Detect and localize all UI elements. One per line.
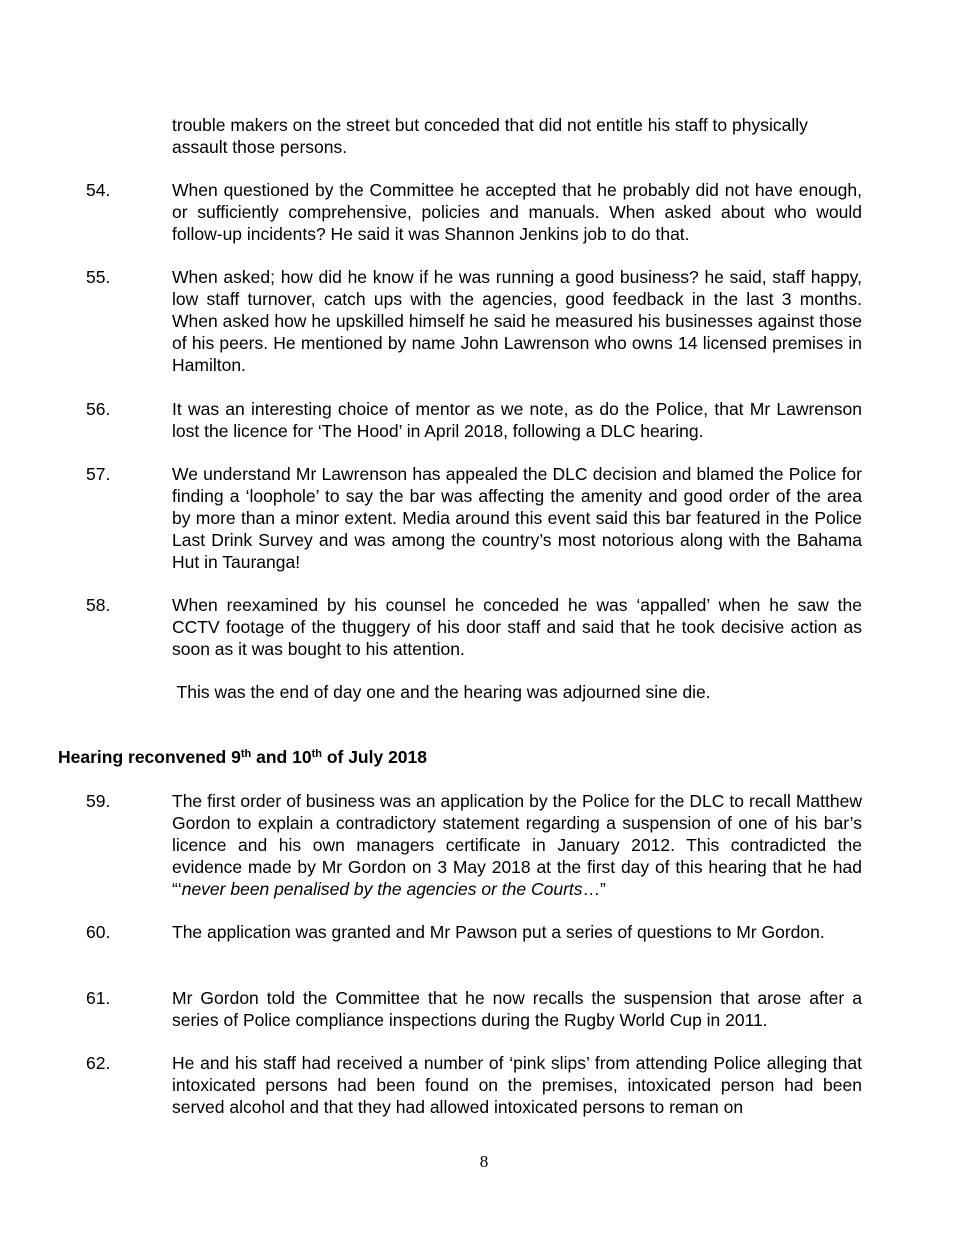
paragraph-text: When asked; how did he know if he was running a good business? he said, staff happy, low staff turnover, catch ups with the agencies, good feedback in the last 3 months. When asked how he upskilled himself he said he measured his businesses against those of his peers. He mentioned by name John Lawrenson who owns 14 licensed premises in Hamilton. xyxy=(172,267,862,375)
paragraph-text: The application was granted and Mr Pawson put a series of questions to Mr Gordon. xyxy=(172,922,825,942)
quoted-phrase: never been penalised by the agencies or the Courts xyxy=(181,879,583,899)
paragraph-text-main: The first order of business was an application by the Police for the DLC to recall Matthew Gordon to explain a contradictory statement regarding a suspension of one of his bar’s licence and his own managers certificate in January 2012. This contradicted the evidence made by Mr Gordon on 3 May 2018 at the first day of this hearing that he had “‘ xyxy=(172,791,862,899)
paragraph-number: 59. xyxy=(86,791,111,811)
continued-paragraph xyxy=(172,114,862,158)
day-end-note xyxy=(172,681,862,703)
heading-part: of July 2018 xyxy=(321,747,428,767)
paragraph-number: 62. xyxy=(86,1053,111,1073)
heading-superscript: th xyxy=(240,748,252,760)
quote-close: …” xyxy=(582,879,606,899)
heading-part: and 10 xyxy=(251,747,312,767)
page-number: 8 xyxy=(479,1152,489,1171)
paragraph-text: He and his staff had received a number of ‘pink slips’ from attending Police alleging that intoxicated persons had been found on the premises, intoxicated person had been served alcohol and that they had allowed intoxicated persons to reman on xyxy=(172,1053,862,1117)
continued-paragraph-text: trouble makers on the street but conceded that did not entitle his staff to physically assault those persons. xyxy=(172,115,808,157)
paragraph-number: 54. xyxy=(86,180,111,200)
day-end-note-text: This was the end of day one and the hearing was adjourned sine die. xyxy=(172,682,711,702)
paragraph-number: 57. xyxy=(86,464,111,484)
paragraph-number: 56. xyxy=(86,399,111,419)
paragraph-text: When reexamined by his counsel he conceded he was ‘appalled’ when he saw the CCTV footage of the thuggery of his door staff and said that he took decisive action as soon as it was bought to his attention. xyxy=(172,595,862,659)
paragraph-text: We understand Mr Lawrenson has appealed the DLC decision and blamed the Police for finding a ‘loophole’ to say the bar was affecting the amenity and good order of the area by more than a minor extent. Media around this event said this bar featured in the Police Last Drink Survey and was among the country’s most notorious along with the Bahama Hut in Tauranga! xyxy=(172,464,862,572)
paragraph-text xyxy=(172,790,862,900)
paragraph-text: Mr Gordon told the Committee that he now recalls the suspension that arose after a series of Police compliance inspections during the Rugby World Cup in 2011. xyxy=(172,988,862,1030)
paragraph-text: When questioned by the Committee he accepted that he probably did not have enough, or sufficiently comprehensive, policies and manuals. When asked about who would follow-up incidents? He said it was Shannon Jenkins job to do that. xyxy=(172,180,862,244)
paragraph-number: 60. xyxy=(86,922,111,942)
heading-superscript: th xyxy=(311,748,322,760)
heading-part: Hearing reconvened 9 xyxy=(58,747,241,767)
paragraph-number: 55. xyxy=(86,267,111,287)
section-heading xyxy=(58,745,427,769)
paragraph-number: 58. xyxy=(86,595,111,615)
paragraph-text: It was an interesting choice of mentor as we note, as do the Police, that Mr Lawrenson lost the licence for ‘The Hood’ in April 2018, following a DLC hearing. xyxy=(172,399,862,441)
paragraph-number: 61. xyxy=(86,988,111,1008)
